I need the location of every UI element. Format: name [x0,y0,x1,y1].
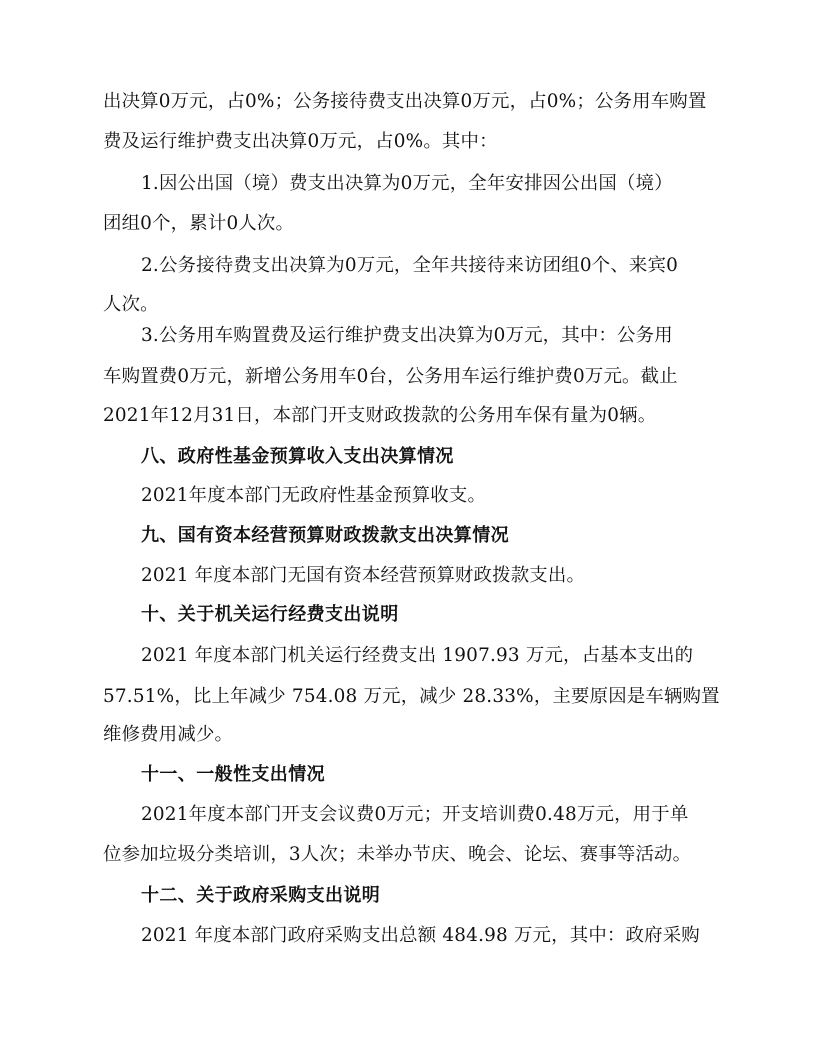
text-line: 2021年度本部门无政府性基金预算收支。 [141,485,487,506]
section-heading: 八、政府性基金预算收入支出决算情况 [141,446,454,467]
text-line: 2021 年度本部门机关运行经费支出 1907.93 万元，占基本支出的 [141,645,694,666]
text-line: 3.公务用车购置费及运行维护费支出决算为0万元，其中：公务用 [141,325,673,346]
text-line: 费及运行维护费支出决算0万元，占0%。其中： [103,131,498,152]
text-line: 维修费用减少。 [103,724,234,745]
section-heading: 十一、一般性支出情况 [141,764,325,785]
section-heading: 九、国有资本经营预算财政拨款支出决算情况 [141,525,509,546]
text-line: 57.51%，比上年减少 754.08 万元，减少 28.33%，主要原因是车辆购置 [103,686,720,707]
text-line: 出决算0万元，占0%；公务接待费支出决算0万元，占0%；公务用车购置 [103,91,707,112]
text-line: 1.因公出国（境）费支出决算为0万元，全年安排因公出国（境） [141,173,673,194]
section-heading: 十二、关于政府采购支出说明 [141,885,381,906]
text-line: 2021年12月31日，本部门开支财政拨款的公务用车保有量为0辆。 [103,405,657,426]
text-line: 2021年度本部门开支会议费0万元；开支培训费0.48万元，用于单 [141,804,689,825]
text-line: 2021 年度本部门无国有资本经营预算财政拨款支出。 [141,565,586,586]
text-line: 车购置费0万元，新增公务用车0台，公务用车运行维护费0万元。截止 [103,366,678,387]
text-line: 团组0个，累计0人次。 [103,213,295,234]
text-line: 2.公务接待费支出决算为0万元，全年共接待来访团组0个、来宾0 [141,255,679,276]
text-line: 2021 年度本部门政府采购支出总额 484.98 万元，其中：政府采购 [141,925,700,946]
text-line: 人次。 [103,294,159,315]
section-heading: 十、关于机关运行经费支出说明 [141,604,399,625]
text-line: 位参加垃圾分类培训，3人次；未举办节庆、晚会、论坛、赛事等活动。 [103,844,692,865]
